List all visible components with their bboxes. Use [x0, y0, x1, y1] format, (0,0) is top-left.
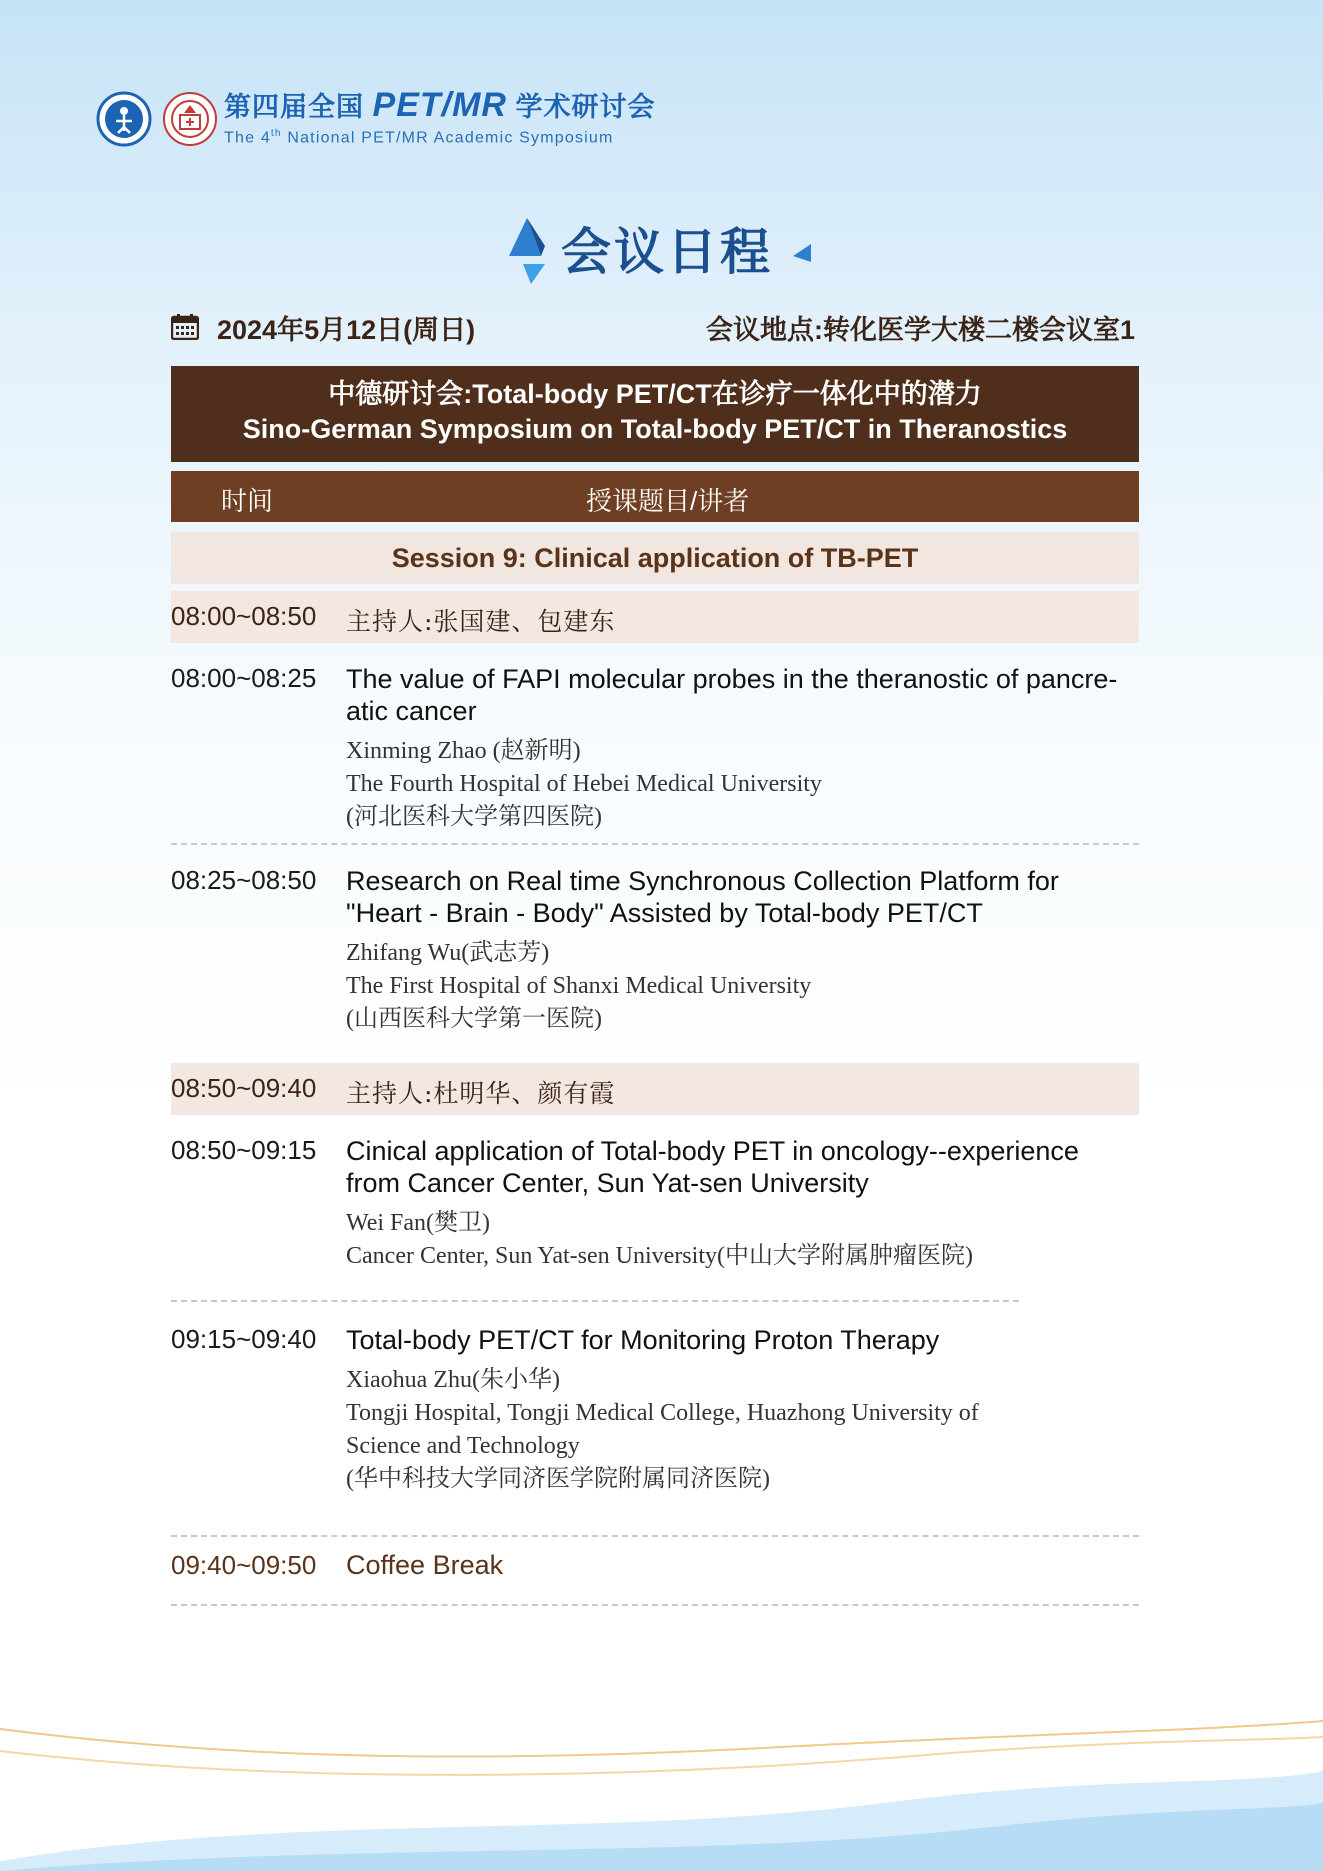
talk-speaker: Xinming Zhao (赵新明) [346, 738, 581, 764]
triangle-decor-left-icon [505, 216, 549, 286]
talk-affiliation: Cancer Center, Sun Yat-sen University(中山大学附属肿瘤医院) [346, 1243, 973, 1269]
symposium-banner [171, 366, 1139, 462]
talk-title: Research on Real time Synchronous Collection Platform for "Heart - Brain - Body" Assisted by Total-body PET/CT [346, 866, 1059, 928]
talk-item [171, 865, 1139, 1035]
talk-affiliation: The First Hospital of Shanxi Medical University [346, 973, 812, 999]
symposium-title-en: The 4th National PET/MR Academic Symposium [224, 128, 614, 147]
divider [171, 1604, 1139, 1606]
moderator-row [171, 591, 1139, 643]
moderator-time: 08:50~09:40 [171, 1073, 317, 1103]
banner-title-cn: 中德研讨会:Total-body PET/CT在诊疗一体化中的潜力 [328, 379, 982, 409]
talk-time: 08:00~08:25 [171, 663, 317, 693]
talk-affiliation: The Fourth Hospital of Hebei Medical University [346, 771, 822, 797]
coffee-break-row [171, 1550, 1139, 1590]
talk-affiliation: Tongji Hospital, Tongji Medical College, Huazhong University of Science and Technology [346, 1400, 979, 1459]
coffee-break-time: 09:40~09:50 [171, 1550, 317, 1580]
talk-time: 08:25~08:50 [171, 865, 317, 895]
date-venue-row [171, 306, 1139, 346]
talk-speaker: Wei Fan(樊卫) [346, 1210, 491, 1236]
calendar-icon [171, 314, 199, 340]
talk-title: Total-body PET/CT for Monitoring Proton Therapy [346, 1325, 940, 1355]
banner-title-en: Sino-German Symposium on Total-body PET/CT in Theranostics [242, 414, 1068, 444]
talk-speaker: Xiaohua Zhu(朱小华) [346, 1367, 560, 1393]
symposium-title-cn: 第四届全国 PET/MR 学术研讨会 [224, 86, 656, 124]
column-header-topic: 授课题目/讲者 [586, 486, 750, 516]
talk-item [171, 1135, 1139, 1275]
moderator-time: 08:00~08:50 [171, 601, 317, 631]
column-header-time: 时间 [221, 486, 274, 516]
talk-affiliation-cn: (华中科技大学同济医学院附属同济医院) [346, 1466, 770, 1492]
divider [171, 843, 1139, 845]
talk-title: Cinical application of Total-body PET in oncology--experience from Cancer Center, Sun Yat-sen University [346, 1136, 1079, 1198]
session-title: Session 9: Clinical application of TB-PET [171, 532, 1139, 584]
divider [171, 1535, 1139, 1537]
talk-affiliation-cn: (山西医科大学第一医院) [346, 1006, 602, 1032]
symposium-title [224, 88, 655, 148]
page-title-block [505, 208, 825, 286]
wave-decor-icon [0, 1691, 1323, 1871]
talk-item [171, 1324, 1139, 1504]
talk-time: 09:15~09:40 [171, 1324, 317, 1354]
triangle-decor-right-icon [789, 242, 815, 268]
moderator-names: 主持人:张国建、包建东 [346, 607, 616, 636]
moderator-names: 主持人:杜明华、颜有霞 [346, 1079, 616, 1108]
talk-affiliation-cn: (河北医科大学第四医院) [346, 804, 602, 830]
talk-title: The value of FAPI molecular probes in the theranostic of pancre-atic cancer [346, 664, 1118, 726]
event-date: 2024年5月12日(周日) [217, 315, 476, 345]
event-venue: 会议地点:转化医学大楼二楼会议室1 [705, 315, 1135, 345]
table-header [171, 471, 1139, 522]
talk-time: 08:50~09:15 [171, 1135, 317, 1165]
logo-group [96, 88, 228, 150]
coffee-break-label: Coffee Break [346, 1550, 504, 1580]
university-logo-icon [162, 91, 218, 147]
hospital-logo-icon [96, 91, 152, 147]
page-title: 会议日程 [561, 223, 773, 281]
talk-speaker: Zhifang Wu(武志芳) [346, 940, 550, 966]
moderator-row [171, 1063, 1139, 1115]
divider [171, 1300, 1019, 1302]
talk-item [171, 663, 1139, 833]
